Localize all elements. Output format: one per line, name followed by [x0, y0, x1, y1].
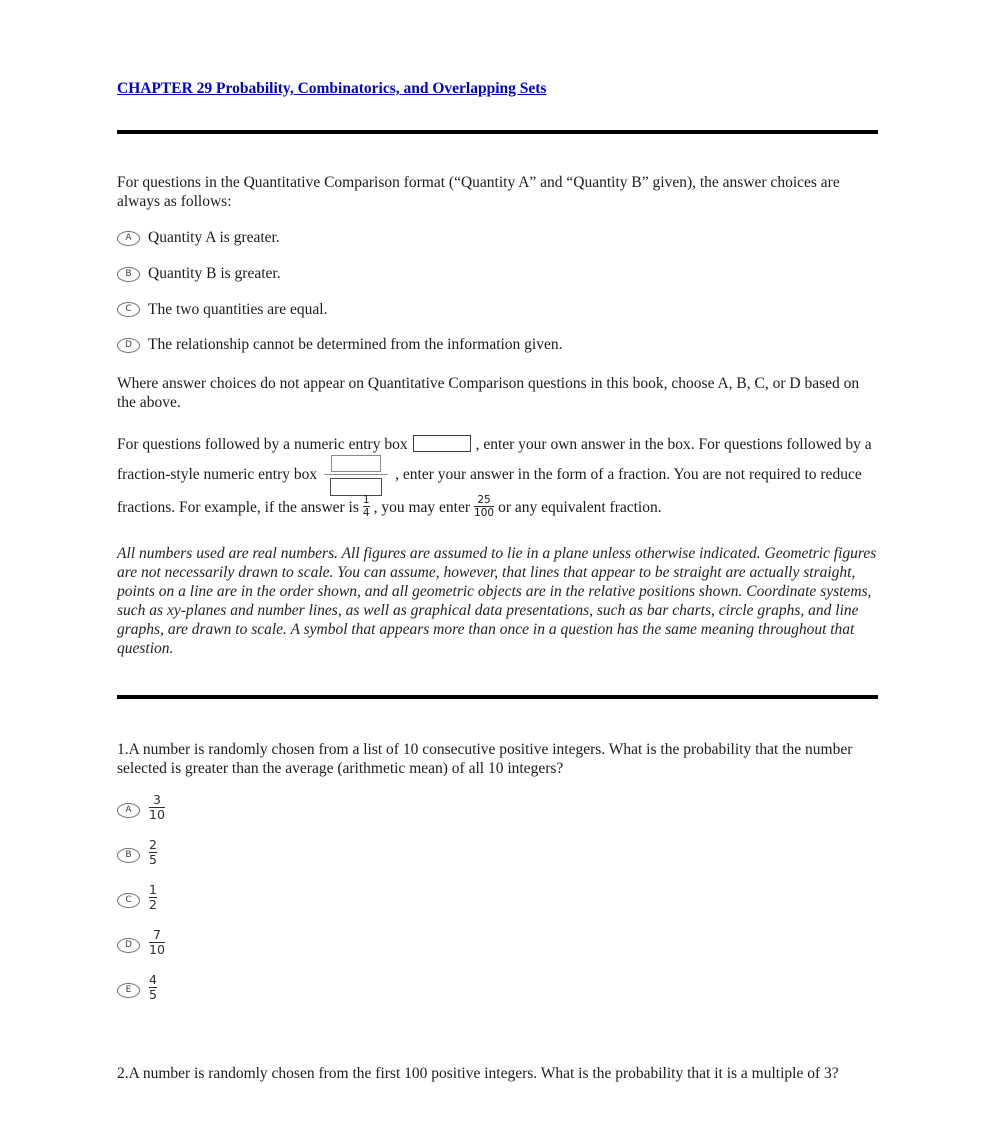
example-fraction-one-fourth [363, 494, 370, 519]
fraction-entry-bottom-box [330, 478, 382, 496]
fraction-entry-bar [324, 474, 388, 475]
qc-answer-choice-a [117, 229, 878, 248]
fraction-numerator: 1 [149, 881, 157, 897]
intro-paragraph: For questions in the Quantitative Comparison format (“Quantity A” and “Quantity B” given), the answer choices are always as follows: [117, 173, 840, 210]
horizontal-rule-middle [117, 695, 878, 699]
horizontal-rule-top [117, 130, 878, 134]
answer-choice-b [117, 836, 878, 868]
entry-text-part1: For questions followed by a numeric entry box [117, 436, 408, 454]
question-number: 2. [117, 1065, 129, 1083]
fraction-numerator: 4 [149, 971, 157, 987]
fraction-entry-box-graphic [324, 455, 388, 496]
answer-choice-a [117, 791, 878, 823]
choice-letter-badge: D [117, 338, 140, 353]
fraction-denominator: 2 [149, 896, 157, 912]
answer-choice-d [117, 926, 878, 958]
question-2 [117, 1065, 878, 1084]
entry-text-part2: , enter your own answer in the box. For questions followed by a fraction-style numeric entry box [117, 436, 872, 484]
choice-fraction [149, 793, 165, 823]
qc-answer-choice-d [117, 336, 878, 355]
qc-choice-text: The relationship cannot be determined from the information given. [148, 336, 563, 354]
choice-fraction [149, 838, 157, 868]
qc-note-paragraph: Where answer choices do not appear on Quantitative Comparison questions in this book, choose A, B, C, or D based on the above. [117, 375, 860, 412]
entry-text-part3: , enter your answer in the form of a fraction. You are not required to reduce fractions. For example, if the answer is [117, 466, 862, 517]
choice-letter-badge: A [117, 231, 140, 246]
numeric-entry-paragraph [117, 435, 878, 521]
entry-text-part4: , you may enter [373, 499, 471, 517]
choice-fraction [149, 883, 157, 913]
choice-fraction [149, 973, 157, 1003]
fraction-numerator: 25 [477, 494, 491, 507]
fraction-numerator: 7 [152, 926, 161, 942]
fraction-denominator: 5 [149, 851, 157, 867]
fraction-numerator: 2 [149, 836, 157, 852]
question-text: A number is randomly chosen from a list of 10 consecutive positive integers. What is the probability that the number selected is greater than the average (arithmetic mean) of all 10 integers? [117, 740, 853, 777]
fraction-numerator: 1 [362, 494, 370, 507]
choice-letter-badge: B [117, 267, 140, 282]
choice-letter-badge: D [117, 938, 140, 953]
fraction-numerator: 3 [152, 791, 161, 807]
answer-choice-e [117, 971, 878, 1003]
choice-letter-badge: A [117, 803, 140, 818]
fraction-denominator: 100 [474, 507, 495, 520]
question-1 [117, 741, 878, 779]
qc-answer-choice-b [117, 265, 878, 284]
question-text: A number is randomly chosen from the first 100 positive integers. What is the probability that it is a multiple of 3? [128, 1065, 839, 1083]
fraction-denominator: 4 [362, 507, 370, 520]
fraction-entry-top-box [331, 455, 381, 472]
numeric-entry-box-graphic [413, 435, 471, 452]
entry-text-part5: or any equivalent fraction. [498, 499, 662, 517]
choice-letter-badge: C [117, 302, 140, 317]
directions-disclaimer-paragraph: All numbers used are real numbers. All figures are assumed to lie in a plane unless otherwise indicated. Geometric figures are not necessarily drawn to scale. You can assume, however, that lines that appear to be straight are actually straight, points on a line are in the order shown, and all geometric objects are in the relative positions shown. Coordinate systems, such as xy-planes and number lines, as well as graphical data presentations, such as bar charts, circle graphs, and line graphs, are drawn to scale. A symbol that appears more than once in a question has the same meaning throughout that question. [117, 545, 877, 657]
fraction-denominator: 5 [149, 986, 157, 1002]
fraction-denominator: 10 [149, 806, 165, 822]
question-number: 1. [117, 740, 129, 758]
example-fraction-25-100 [474, 494, 494, 519]
qc-answer-choice-c [117, 301, 878, 320]
qc-choice-text: Quantity A is greater. [148, 228, 280, 246]
choice-letter-badge: B [117, 848, 140, 863]
qc-choice-text: The two quantities are equal. [148, 300, 328, 318]
choice-fraction [149, 928, 165, 958]
choice-letter-badge: C [117, 893, 140, 908]
chapter-title-link[interactable]: CHAPTER 29 Probability, Combinatorics, and Overlapping Sets [117, 80, 547, 97]
fraction-denominator: 10 [149, 941, 165, 957]
qc-choice-text: Quantity B is greater. [148, 264, 281, 282]
answer-choice-c [117, 881, 878, 913]
choice-letter-badge: E [117, 983, 140, 998]
